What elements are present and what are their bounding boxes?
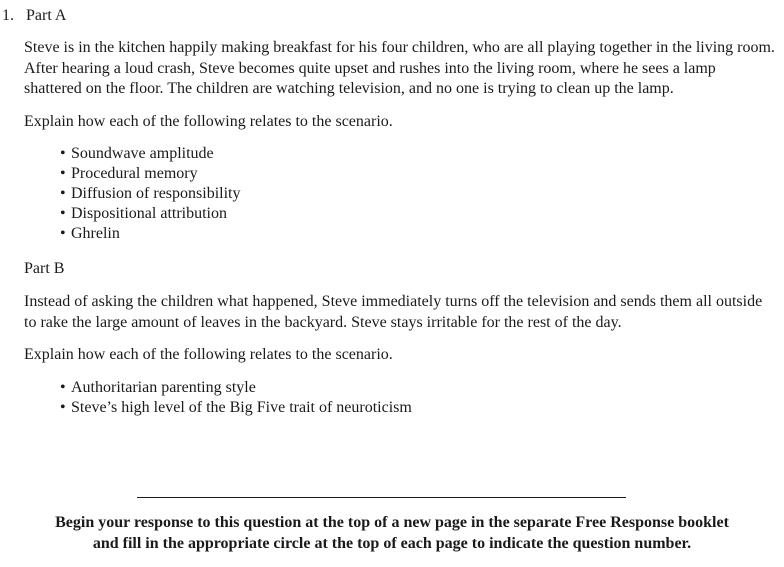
term-label: Procedural memory: [71, 165, 198, 182]
bullet-icon: •: [60, 399, 66, 416]
term-label: Authoritarian parenting style: [71, 379, 256, 396]
term-label: Soundwave amplitude: [71, 145, 214, 162]
footer-line-1: Begin your response to this question at the top of a new page in the separate Free Response booklet: [55, 514, 729, 531]
part-a-scenario: Steve is in the kitchen happily making breakfast for his four children, who are all playing together in the living room. After hearing a loud crash, Steve becomes quite upset and rushes into the living room, where he sees a lamp shattered on the floor. The children are watching television, and no one is trying to clean up the lamp.: [24, 39, 775, 97]
part-a-prompt: Explain how each of the following relates to the scenario.: [24, 113, 393, 130]
part-b-prompt: Explain how each of the following relates to the scenario.: [24, 346, 393, 363]
part-a-label: Part A: [26, 7, 67, 24]
part-b-scenario: Instead of asking the children what happened, Steve immediately turns off the television and sends them all outside to rake the large amount of leaves in the backyard. Steve stays irritable for the rest of the day.: [24, 293, 763, 331]
term-label: Diffusion of responsibility: [71, 185, 241, 202]
bullet-icon: •: [60, 165, 66, 182]
bullet-icon: •: [60, 185, 66, 202]
term-label: Steve’s high level of the Big Five trait of neuroticism: [71, 399, 412, 416]
bullet-icon: •: [60, 379, 66, 396]
list-item: [60, 378, 412, 398]
bullet-icon: •: [60, 225, 66, 242]
bullet-icon: •: [60, 205, 66, 222]
term-label: Dispositional attribution: [71, 205, 227, 222]
part-b-term-list: [60, 378, 412, 418]
list-item: [60, 184, 240, 204]
term-label: Ghrelin: [71, 225, 120, 242]
divider-rule: [137, 497, 626, 498]
list-item: [60, 164, 240, 184]
question-number: 1.: [2, 7, 14, 24]
footer-line-2: and fill in the appropriate circle at the top of each page to indicate the question number.: [92, 535, 692, 552]
bullet-icon: •: [60, 145, 66, 162]
part-a-term-list: [60, 144, 240, 244]
question-header: [2, 6, 66, 26]
part-b-label: Part B: [24, 260, 65, 277]
list-item: [60, 224, 240, 244]
list-item: [60, 144, 240, 164]
list-item: [60, 398, 412, 418]
list-item: [60, 204, 240, 224]
instructions-footer: [0, 512, 784, 554]
